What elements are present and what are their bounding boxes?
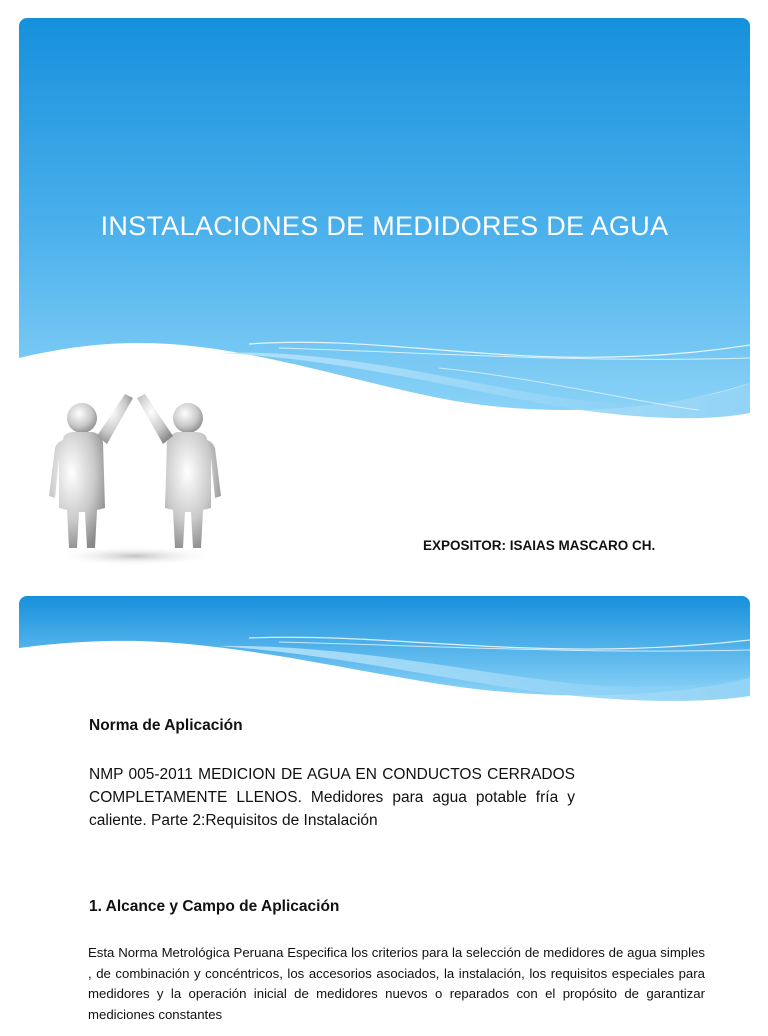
- alcance-description: Esta Norma Metrológica Peruana Especifica los criterios para la selección de medidores de agua simples , de combinación y concéntricos, los accesorios asociados, la instalación, los requisitos especiales para medidores y la operación inicial de medidores nuevos o reparados con el propósito de garantizar mediciones constantes: [88, 945, 705, 1022]
- norma-description: NMP 005-2011 MEDICION DE AGUA EN CONDUCTOS CERRADOS COMPLETAMENTE LLENOS. Medidores para agua potable fría y caliente. Parte 2:Requisitos de Instalación: [89, 766, 575, 829]
- section-heading-alcance: 1. Alcance y Campo de Aplicación: [89, 898, 340, 915]
- two-people-high-five-icon: [45, 388, 225, 573]
- title-slide: [19, 18, 750, 580]
- slide-title: INSTALACIONES DE MEDIDORES DE AGUA: [100, 211, 669, 241]
- section-heading-norma: Norma de Aplicación: [89, 717, 243, 734]
- header-wave-band: [19, 596, 750, 706]
- content-slide: [19, 596, 750, 1036]
- presenter-name: EXPOSITOR: ISAIAS MASCARO CH.: [423, 538, 656, 553]
